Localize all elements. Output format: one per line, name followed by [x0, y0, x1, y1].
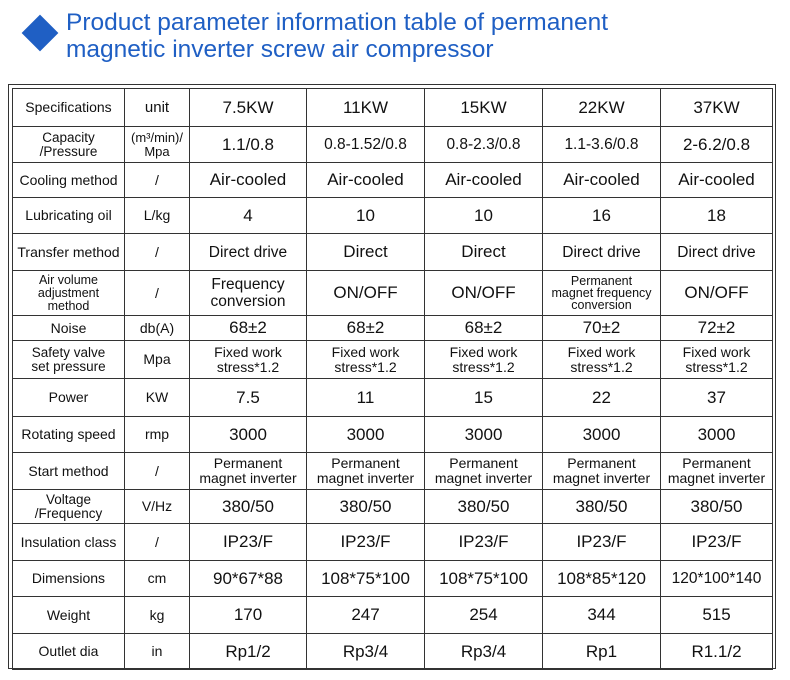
- spec-value: 90*67*88: [190, 561, 307, 597]
- spec-value: 15: [425, 379, 543, 417]
- table-row: [13, 198, 773, 234]
- spec-value: 3000: [190, 417, 307, 453]
- spec-label: Lubricating oil: [13, 198, 125, 234]
- spec-value: ON/OFF: [425, 271, 543, 316]
- table-row: [13, 417, 773, 453]
- spec-value: Permanent magnet inverter: [661, 453, 773, 490]
- spec-value: Fixed work stress*1.2: [307, 341, 425, 379]
- spec-label: Noise: [13, 316, 125, 341]
- unit-label: V/Hz: [125, 490, 190, 524]
- spec-value: 22: [543, 379, 661, 417]
- spec-value: Direct: [307, 234, 425, 271]
- spec-value: 72±2: [661, 316, 773, 341]
- unit-label: /: [125, 163, 190, 198]
- spec-value: 380/50: [190, 490, 307, 524]
- spec-value: Rp1: [543, 634, 661, 670]
- unit-label: /: [125, 271, 190, 316]
- spec-value: Rp3/4: [307, 634, 425, 670]
- spec-value: 3000: [425, 417, 543, 453]
- spec-value: Direct drive: [190, 234, 307, 271]
- spec-value: IP23/F: [543, 524, 661, 561]
- spec-value: 380/50: [425, 490, 543, 524]
- table-row: [13, 490, 773, 524]
- spec-value: Air-cooled: [543, 163, 661, 198]
- table-row: [13, 127, 773, 163]
- spec-value: 7.5: [190, 379, 307, 417]
- spec-value: 380/50: [543, 490, 661, 524]
- spec-value: Permanent magnet inverter: [190, 453, 307, 490]
- spec-label: Safety valve set pressure: [13, 341, 125, 379]
- spec-value: 170: [190, 597, 307, 634]
- spec-value: 37: [661, 379, 773, 417]
- unit-label: /: [125, 453, 190, 490]
- spec-value: 108*85*120: [543, 561, 661, 597]
- spec-value: Frequency conversion: [190, 271, 307, 316]
- spec-label: Weight: [13, 597, 125, 634]
- table-row: [13, 379, 773, 417]
- spec-value: 120*100*140: [661, 561, 773, 597]
- spec-label: Rotating speed: [13, 417, 125, 453]
- spec-value: 3000: [307, 417, 425, 453]
- unit-label: L/kg: [125, 198, 190, 234]
- unit-label: Mpa: [125, 341, 190, 379]
- spec-value: 1.1/0.8: [190, 127, 307, 163]
- spec-label: Air volume adjustment method: [13, 271, 125, 316]
- spec-value: Direct drive: [543, 234, 661, 271]
- spec-value: 68±2: [425, 316, 543, 341]
- spec-value: Air-cooled: [425, 163, 543, 198]
- table-header-row: [13, 89, 773, 127]
- spec-value: 344: [543, 597, 661, 634]
- unit-label: (m³/min)/ Mpa: [125, 127, 190, 163]
- spec-value: Permanent magnet inverter: [425, 453, 543, 490]
- table-row: [13, 453, 773, 490]
- spec-value: 380/50: [661, 490, 773, 524]
- spec-label: Start method: [13, 453, 125, 490]
- spec-value: IP23/F: [425, 524, 543, 561]
- page-title: [66, 9, 608, 63]
- spec-value: Rp1/2: [190, 634, 307, 670]
- table-row: [13, 316, 773, 341]
- spec-value: 515: [661, 597, 773, 634]
- table-row: [13, 597, 773, 634]
- unit-label: kg: [125, 597, 190, 634]
- spec-value: Direct drive: [661, 234, 773, 271]
- unit-label: /: [125, 234, 190, 271]
- spec-value: ON/OFF: [307, 271, 425, 316]
- spec-value: Permanent magnet frequency conversion: [543, 271, 661, 316]
- spec-table: [12, 88, 773, 670]
- spec-label: Power: [13, 379, 125, 417]
- spec-value: 108*75*100: [425, 561, 543, 597]
- spec-value: Fixed work stress*1.2: [543, 341, 661, 379]
- unit-label: rmp: [125, 417, 190, 453]
- spec-value: R1.1/2: [661, 634, 773, 670]
- spec-value: 2-6.2/0.8: [661, 127, 773, 163]
- spec-value: 68±2: [190, 316, 307, 341]
- spec-value: IP23/F: [307, 524, 425, 561]
- spec-value: ON/OFF: [661, 271, 773, 316]
- spec-label: Outlet dia: [13, 634, 125, 670]
- spec-value: 4: [190, 198, 307, 234]
- spec-value: IP23/F: [190, 524, 307, 561]
- spec-value: Direct: [425, 234, 543, 271]
- table-row: [13, 561, 773, 597]
- header-model: 11KW: [307, 89, 425, 127]
- spec-value: 108*75*100: [307, 561, 425, 597]
- spec-value: Air-cooled: [661, 163, 773, 198]
- spec-value: Fixed work stress*1.2: [661, 341, 773, 379]
- unit-label: cm: [125, 561, 190, 597]
- spec-label: Cooling method: [13, 163, 125, 198]
- header-spec: Specifications: [13, 89, 125, 127]
- spec-value: 0.8-2.3/0.8: [425, 127, 543, 163]
- spec-value: 18: [661, 198, 773, 234]
- spec-value: 247: [307, 597, 425, 634]
- spec-value: 3000: [661, 417, 773, 453]
- title-line-1: Product parameter information table of permanent: [66, 9, 609, 36]
- header-model: 7.5KW: [190, 89, 307, 127]
- spec-value: Air-cooled: [190, 163, 307, 198]
- spec-value: 10: [307, 198, 425, 234]
- table-row: [13, 234, 773, 271]
- spec-value: Rp3/4: [425, 634, 543, 670]
- spec-value: 1.1-3.6/0.8: [543, 127, 661, 163]
- spec-label: Insulation class: [13, 524, 125, 561]
- spec-value: Fixed work stress*1.2: [190, 341, 307, 379]
- spec-value: 3000: [543, 417, 661, 453]
- spec-label: Dimensions: [13, 561, 125, 597]
- unit-label: /: [125, 524, 190, 561]
- header-model: 15KW: [425, 89, 543, 127]
- table-row: [13, 163, 773, 198]
- spec-value: 68±2: [307, 316, 425, 341]
- table-row: [13, 524, 773, 561]
- unit-label: KW: [125, 379, 190, 417]
- page-header: [0, 0, 790, 80]
- spec-value: 10: [425, 198, 543, 234]
- diamond-bullet-icon: [22, 15, 59, 52]
- header-model: 37KW: [661, 89, 773, 127]
- table-row: [13, 634, 773, 670]
- header-unit: unit: [125, 89, 190, 127]
- header-model: 22KW: [543, 89, 661, 127]
- spec-value: IP23/F: [661, 524, 773, 561]
- spec-value: 380/50: [307, 490, 425, 524]
- table-row: [13, 271, 773, 316]
- spec-value: Fixed work stress*1.2: [425, 341, 543, 379]
- spec-value: 70±2: [543, 316, 661, 341]
- title-line-2: magnetic inverter screw air compressor: [66, 36, 494, 63]
- spec-value: 254: [425, 597, 543, 634]
- spec-value: 11: [307, 379, 425, 417]
- spec-value: 16: [543, 198, 661, 234]
- spec-label: Voltage /Frequency: [13, 490, 125, 524]
- spec-value: Air-cooled: [307, 163, 425, 198]
- unit-label: db(A): [125, 316, 190, 341]
- spec-value: Permanent magnet inverter: [543, 453, 661, 490]
- table-row: [13, 341, 773, 379]
- unit-label: in: [125, 634, 190, 670]
- spec-label: Transfer method: [13, 234, 125, 271]
- spec-value: 0.8-1.52/0.8: [307, 127, 425, 163]
- spec-value: Permanent magnet inverter: [307, 453, 425, 490]
- spec-label: Capacity /Pressure: [13, 127, 125, 163]
